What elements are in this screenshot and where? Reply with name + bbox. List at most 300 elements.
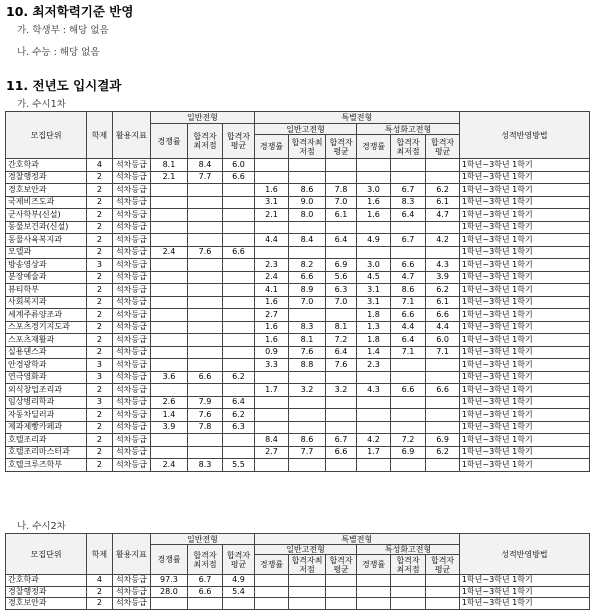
- cell-general-ratio: [151, 221, 188, 234]
- cell-sg-ratio: 1.6: [254, 184, 289, 197]
- cell-sv-min: [390, 246, 426, 259]
- header-method: 성적반영방법: [459, 534, 589, 575]
- cell-indicator: 석차등급: [112, 259, 151, 272]
- cell-method: 1학년~3학년 1학기: [459, 421, 589, 434]
- cell-sg-min: 8.6: [289, 184, 326, 197]
- cell-sv-avg: 6.2: [426, 446, 460, 459]
- cell-sg-min: 8.4: [289, 234, 326, 247]
- cell-method: 1학년~3학년 1학기: [459, 271, 589, 284]
- cell-indicator: 석차등급: [112, 575, 151, 587]
- cell-sv-ratio: [357, 171, 391, 184]
- cell-sv-ratio: 1.3: [357, 321, 391, 334]
- table-row: [6, 459, 590, 472]
- table-row: [6, 234, 590, 247]
- cell-general-avg: [223, 598, 254, 610]
- cell-sg-ratio: 1.6: [254, 321, 289, 334]
- cell-general-min: [187, 434, 223, 447]
- header-special-general: 일반고전형: [254, 545, 357, 555]
- cell-unit-name: 군사학부(신설): [6, 209, 87, 222]
- cell-sv-ratio: 2.3: [357, 359, 391, 372]
- cell-sg-ratio: [254, 421, 289, 434]
- header-general-avg: 합격자평균: [223, 545, 254, 575]
- cell-quota: 4: [87, 159, 112, 172]
- cell-sv-ratio: 4.2: [357, 434, 391, 447]
- cell-unit-name: 실용댄스과: [6, 346, 87, 359]
- header-general-min: 합격자최저점: [187, 545, 223, 575]
- cell-quota: 2: [87, 434, 112, 447]
- cell-sg-ratio: [254, 575, 289, 587]
- cell-unit-name: 스포츠재활과: [6, 334, 87, 347]
- cell-unit-name: 호텔크루즈학부: [6, 459, 87, 472]
- cell-sv-avg: [426, 586, 460, 598]
- cell-sv-min: [390, 586, 426, 598]
- cell-general-min: [187, 284, 223, 297]
- cell-general-min: [187, 234, 223, 247]
- cell-unit-name: 경호보안과: [6, 598, 87, 610]
- table-row: [6, 334, 590, 347]
- cell-general-avg: [223, 196, 254, 209]
- cell-sv-ratio: 3.0: [357, 259, 391, 272]
- cell-method: 1학년~3학년 1학기: [459, 384, 589, 397]
- cell-sg-avg: 6.4: [325, 346, 356, 359]
- table-row: [6, 346, 590, 359]
- cell-general-min: 6.7: [187, 575, 223, 587]
- cell-sg-ratio: [254, 598, 289, 610]
- cell-method: 1학년~3학년 1학기: [459, 221, 589, 234]
- cell-quota: 3: [87, 396, 112, 409]
- table-row: [6, 598, 590, 610]
- cell-method: 1학년~3학년 1학기: [459, 575, 589, 587]
- cell-sv-avg: [426, 409, 460, 422]
- cell-general-avg: 6.3: [223, 421, 254, 434]
- cell-sv-min: 4.4: [390, 321, 426, 334]
- cell-sg-ratio: 1.7: [254, 384, 289, 397]
- cell-indicator: 석차등급: [112, 171, 151, 184]
- table-row: [6, 446, 590, 459]
- cell-method: 1학년~3학년 1학기: [459, 459, 589, 472]
- cell-sv-min: [390, 371, 426, 384]
- cell-method: 1학년~3학년 1학기: [459, 434, 589, 447]
- cell-unit-name: 임상병리학과: [6, 396, 87, 409]
- cell-indicator: 석차등급: [112, 221, 151, 234]
- section-10-item-b: 나. 수능 : 해당 없음: [17, 47, 100, 58]
- table-row: [6, 309, 590, 322]
- cell-indicator: 석차등급: [112, 209, 151, 222]
- cell-quota: 2: [87, 409, 112, 422]
- cell-indicator: 석차등급: [112, 409, 151, 422]
- cell-sv-ratio: [357, 586, 391, 598]
- cell-sv-min: [390, 598, 426, 610]
- cell-quota: 2: [87, 284, 112, 297]
- cell-general-ratio: [151, 284, 188, 297]
- cell-indicator: 석차등급: [112, 359, 151, 372]
- cell-sg-avg: [325, 221, 356, 234]
- header-sv-avg: 합격자평균: [426, 555, 460, 575]
- cell-sv-avg: 6.6: [426, 384, 460, 397]
- cell-sv-ratio: [357, 221, 391, 234]
- cell-sg-ratio: 2.3: [254, 259, 289, 272]
- cell-quota: 2: [87, 459, 112, 472]
- cell-sv-avg: [426, 246, 460, 259]
- header-unit: 모집단위: [6, 534, 87, 575]
- cell-sg-ratio: [254, 586, 289, 598]
- cell-sv-ratio: 1.8: [357, 334, 391, 347]
- cell-general-ratio: [151, 271, 188, 284]
- header-general-ratio: 경쟁률: [151, 545, 188, 575]
- cell-quota: 2: [87, 221, 112, 234]
- cell-sv-ratio: [357, 396, 391, 409]
- table-row: [6, 196, 590, 209]
- cell-general-min: [187, 446, 223, 459]
- cell-unit-name: 사회복지과: [6, 296, 87, 309]
- section-11-title: 11. 전년도 입시결과: [6, 78, 122, 93]
- cell-method: 1학년~3학년 1학기: [459, 359, 589, 372]
- header-sv-min: 합격자최저점: [390, 135, 426, 159]
- cell-quota: 2: [87, 271, 112, 284]
- cell-general-ratio: 2.4: [151, 246, 188, 259]
- cell-general-min: 8.4: [187, 159, 223, 172]
- cell-quota: 2: [87, 184, 112, 197]
- cell-indicator: 석차등급: [112, 371, 151, 384]
- cell-general-ratio: 2.1: [151, 171, 188, 184]
- table-row: [6, 575, 590, 587]
- cell-general-min: 7.8: [187, 421, 223, 434]
- cell-sv-min: 6.7: [390, 184, 426, 197]
- cell-general-ratio: [151, 384, 188, 397]
- cell-sg-min: 8.0: [289, 209, 326, 222]
- cell-sv-min: [390, 396, 426, 409]
- cell-general-avg: [223, 346, 254, 359]
- cell-sg-min: 3.2: [289, 384, 326, 397]
- cell-general-ratio: 8.1: [151, 159, 188, 172]
- header-sg-ratio: 경쟁률: [254, 135, 289, 159]
- cell-method: 1학년~3학년 1학기: [459, 396, 589, 409]
- cell-indicator: 석차등급: [112, 284, 151, 297]
- cell-sg-avg: 7.0: [325, 196, 356, 209]
- cell-sg-avg: 6.7: [325, 434, 356, 447]
- header-sv-avg: 합격자평균: [426, 135, 460, 159]
- cell-sv-avg: 6.1: [426, 196, 460, 209]
- cell-quota: 2: [87, 346, 112, 359]
- cell-sg-min: 8.8: [289, 359, 326, 372]
- cell-sv-avg: 6.1: [426, 296, 460, 309]
- cell-method: 1학년~3학년 1학기: [459, 334, 589, 347]
- table-row: [6, 296, 590, 309]
- cell-sv-min: [390, 159, 426, 172]
- cell-sv-min: 8.3: [390, 196, 426, 209]
- cell-unit-name: 호텔조리마스터과: [6, 446, 87, 459]
- table-row: [6, 171, 590, 184]
- cell-sg-ratio: 2.4: [254, 271, 289, 284]
- cell-general-min: [187, 321, 223, 334]
- cell-indicator: 석차등급: [112, 346, 151, 359]
- cell-quota: 2: [87, 209, 112, 222]
- cell-general-avg: [223, 271, 254, 284]
- cell-sg-min: 9.0: [289, 196, 326, 209]
- cell-general-ratio: 28.0: [151, 586, 188, 598]
- cell-method: 1학년~3학년 1학기: [459, 309, 589, 322]
- cell-sv-min: 6.6: [390, 384, 426, 397]
- table-row: [6, 409, 590, 422]
- cell-sg-avg: [325, 421, 356, 434]
- cell-sg-ratio: 1.6: [254, 296, 289, 309]
- cell-general-avg: 6.6: [223, 246, 254, 259]
- cell-unit-name: 경찰행정과: [6, 586, 87, 598]
- cell-sv-avg: [426, 159, 460, 172]
- cell-sg-min: [289, 246, 326, 259]
- header-quota: 학제: [87, 534, 112, 575]
- cell-general-min: [187, 209, 223, 222]
- cell-general-ratio: 1.4: [151, 409, 188, 422]
- cell-sg-avg: [325, 371, 356, 384]
- table-row: [6, 586, 590, 598]
- cell-general-min: [187, 196, 223, 209]
- cell-general-ratio: [151, 359, 188, 372]
- section-10-item-a: 가. 학생부 : 해당 없음: [17, 25, 109, 36]
- cell-method: 1학년~3학년 1학기: [459, 246, 589, 259]
- cell-sg-avg: 6.6: [325, 446, 356, 459]
- section-11-sub-a: 가. 수시1차: [17, 99, 66, 110]
- cell-quota: 2: [87, 384, 112, 397]
- cell-unit-name: 연극영화과: [6, 371, 87, 384]
- cell-unit-name: 방송영상과: [6, 259, 87, 272]
- cell-sv-min: 6.7: [390, 234, 426, 247]
- cell-sv-min: 7.1: [390, 296, 426, 309]
- cell-quota: 2: [87, 171, 112, 184]
- cell-indicator: 석차등급: [112, 334, 151, 347]
- cell-unit-name: 모델과: [6, 246, 87, 259]
- cell-general-avg: [223, 209, 254, 222]
- table-row: [6, 321, 590, 334]
- cell-sg-min: [289, 575, 326, 587]
- header-indicator: 활용지표: [112, 112, 151, 159]
- cell-general-avg: [223, 234, 254, 247]
- header-special-voc: 특성화고전형: [357, 124, 460, 135]
- cell-sg-min: 7.7: [289, 446, 326, 459]
- cell-sg-min: [289, 586, 326, 598]
- cell-unit-name: 외식창업조리과: [6, 384, 87, 397]
- cell-quota: 2: [87, 234, 112, 247]
- cell-sv-min: 8.6: [390, 284, 426, 297]
- cell-sv-avg: 4.4: [426, 321, 460, 334]
- header-sv-ratio: 경쟁률: [357, 555, 391, 575]
- cell-method: 1학년~3학년 1학기: [459, 171, 589, 184]
- cell-unit-name: 간호학과: [6, 159, 87, 172]
- cell-general-avg: 6.2: [223, 409, 254, 422]
- cell-sg-min: 7.6: [289, 346, 326, 359]
- cell-sg-ratio: 0.9: [254, 346, 289, 359]
- cell-sg-ratio: 2.7: [254, 446, 289, 459]
- cell-sv-avg: 6.9: [426, 434, 460, 447]
- cell-method: 1학년~3학년 1학기: [459, 321, 589, 334]
- cell-sv-min: 6.6: [390, 259, 426, 272]
- cell-sg-min: 8.1: [289, 334, 326, 347]
- header-general-avg: 합격자평균: [223, 124, 254, 159]
- header-general-min: 합격자최저점: [187, 124, 223, 159]
- cell-general-ratio: [151, 184, 188, 197]
- cell-sv-min: [390, 409, 426, 422]
- cell-general-avg: [223, 184, 254, 197]
- table-row: [6, 421, 590, 434]
- cell-sv-avg: [426, 359, 460, 372]
- cell-sg-ratio: 1.6: [254, 334, 289, 347]
- cell-general-avg: 4.9: [223, 575, 254, 587]
- cell-indicator: 석차등급: [112, 234, 151, 247]
- cell-indicator: 석차등급: [112, 598, 151, 610]
- cell-sv-min: 6.4: [390, 334, 426, 347]
- cell-sv-avg: 6.0: [426, 334, 460, 347]
- cell-indicator: 석차등급: [112, 184, 151, 197]
- table-row: [6, 371, 590, 384]
- table-row: [6, 396, 590, 409]
- cell-sv-avg: 3.9: [426, 271, 460, 284]
- cell-general-ratio: [151, 234, 188, 247]
- cell-sg-min: [289, 409, 326, 422]
- cell-quota: 3: [87, 259, 112, 272]
- cell-indicator: 석차등급: [112, 421, 151, 434]
- cell-general-min: [187, 359, 223, 372]
- admission-results-table-2: [5, 533, 590, 610]
- cell-sv-avg: 4.7: [426, 209, 460, 222]
- cell-indicator: 석차등급: [112, 586, 151, 598]
- cell-indicator: 석차등급: [112, 434, 151, 447]
- cell-quota: 3: [87, 371, 112, 384]
- cell-indicator: 석차등급: [112, 396, 151, 409]
- cell-sg-min: [289, 159, 326, 172]
- cell-general-min: [187, 309, 223, 322]
- header-sg-avg: 합격자평균: [325, 135, 356, 159]
- cell-general-avg: [223, 296, 254, 309]
- cell-sg-avg: 3.2: [325, 384, 356, 397]
- cell-sv-avg: [426, 421, 460, 434]
- cell-unit-name: 경찰행정과: [6, 171, 87, 184]
- cell-general-min: [187, 346, 223, 359]
- cell-general-avg: [223, 259, 254, 272]
- cell-sg-avg: 6.4: [325, 234, 356, 247]
- header-quota: 학제: [87, 112, 112, 159]
- cell-sv-avg: [426, 575, 460, 587]
- cell-sg-ratio: 3.3: [254, 359, 289, 372]
- admission-results-table-1: [5, 111, 590, 472]
- cell-sv-ratio: 1.4: [357, 346, 391, 359]
- cell-sg-ratio: 2.7: [254, 309, 289, 322]
- cell-indicator: 석차등급: [112, 196, 151, 209]
- cell-sg-ratio: [254, 459, 289, 472]
- cell-general-avg: [223, 284, 254, 297]
- cell-unit-name: 스포츠경기지도과: [6, 321, 87, 334]
- header-general-ratio: 경쟁률: [151, 124, 188, 159]
- header-general: 일반전형: [151, 534, 255, 545]
- cell-sv-min: 6.6: [390, 309, 426, 322]
- cell-quota: 2: [87, 446, 112, 459]
- cell-sg-min: 8.2: [289, 259, 326, 272]
- header-sg-ratio: 경쟁률: [254, 555, 289, 575]
- cell-sg-ratio: [254, 409, 289, 422]
- cell-unit-name: 뷰티학부: [6, 284, 87, 297]
- cell-sv-ratio: 1.8: [357, 309, 391, 322]
- cell-method: 1학년~3학년 1학기: [459, 446, 589, 459]
- cell-sv-avg: 6.2: [426, 184, 460, 197]
- cell-general-min: [187, 384, 223, 397]
- header-method: 성적반영방법: [459, 112, 589, 159]
- cell-sv-ratio: 3.0: [357, 184, 391, 197]
- cell-sv-min: [390, 459, 426, 472]
- cell-sg-ratio: [254, 221, 289, 234]
- cell-general-min: [187, 296, 223, 309]
- cell-general-min: [187, 334, 223, 347]
- cell-sv-ratio: [357, 409, 391, 422]
- cell-sv-min: [390, 171, 426, 184]
- cell-indicator: 석차등급: [112, 271, 151, 284]
- cell-general-avg: [223, 221, 254, 234]
- cell-sg-avg: 6.9: [325, 259, 356, 272]
- cell-sv-ratio: 4.5: [357, 271, 391, 284]
- cell-method: 1학년~3학년 1학기: [459, 209, 589, 222]
- cell-sg-ratio: 4.1: [254, 284, 289, 297]
- cell-sg-min: 7.0: [289, 296, 326, 309]
- cell-sv-ratio: 4.9: [357, 234, 391, 247]
- cell-general-min: 7.9: [187, 396, 223, 409]
- cell-sv-avg: 7.1: [426, 346, 460, 359]
- cell-sg-ratio: [254, 246, 289, 259]
- header-special: 특별전형: [254, 112, 459, 124]
- cell-quota: 2: [87, 296, 112, 309]
- cell-sg-avg: 7.6: [325, 359, 356, 372]
- cell-general-min: 6.6: [187, 586, 223, 598]
- cell-quota: 2: [87, 309, 112, 322]
- cell-sg-avg: 7.8: [325, 184, 356, 197]
- cell-indicator: 석차등급: [112, 246, 151, 259]
- cell-sv-ratio: 1.6: [357, 209, 391, 222]
- cell-indicator: 석차등급: [112, 296, 151, 309]
- cell-sg-ratio: [254, 371, 289, 384]
- cell-sv-min: [390, 221, 426, 234]
- cell-quota: 2: [87, 321, 112, 334]
- cell-sg-ratio: [254, 171, 289, 184]
- cell-sg-avg: 8.1: [325, 321, 356, 334]
- cell-unit-name: 동물사육복지과: [6, 234, 87, 247]
- cell-method: 1학년~3학년 1학기: [459, 346, 589, 359]
- cell-general-ratio: [151, 209, 188, 222]
- cell-sv-ratio: 3.1: [357, 284, 391, 297]
- cell-sg-avg: 6.1: [325, 209, 356, 222]
- cell-sg-min: 8.3: [289, 321, 326, 334]
- cell-unit-name: 호텔조리과: [6, 434, 87, 447]
- cell-method: 1학년~3학년 1학기: [459, 284, 589, 297]
- cell-sv-min: 6.9: [390, 446, 426, 459]
- cell-indicator: 석차등급: [112, 446, 151, 459]
- cell-sv-min: [390, 421, 426, 434]
- cell-sg-min: [289, 598, 326, 610]
- section-11-sub-b: 나. 수시2차: [17, 521, 66, 532]
- cell-general-ratio: [151, 296, 188, 309]
- cell-sv-min: 7.2: [390, 434, 426, 447]
- cell-general-min: [187, 259, 223, 272]
- cell-method: 1학년~3학년 1학기: [459, 196, 589, 209]
- cell-unit-name: 세계주류양조과: [6, 309, 87, 322]
- header-sg-min: 합격자최저점: [289, 135, 326, 159]
- cell-unit-name: 경호보안과: [6, 184, 87, 197]
- cell-general-min: 7.7: [187, 171, 223, 184]
- cell-sv-min: 4.7: [390, 271, 426, 284]
- cell-general-ratio: 2.4: [151, 459, 188, 472]
- cell-sg-avg: 5.6: [325, 271, 356, 284]
- cell-sg-ratio: [254, 159, 289, 172]
- cell-sv-ratio: 4.3: [357, 384, 391, 397]
- cell-sg-avg: [325, 246, 356, 259]
- cell-sg-avg: 7.0: [325, 296, 356, 309]
- cell-unit-name: 안경광학과: [6, 359, 87, 372]
